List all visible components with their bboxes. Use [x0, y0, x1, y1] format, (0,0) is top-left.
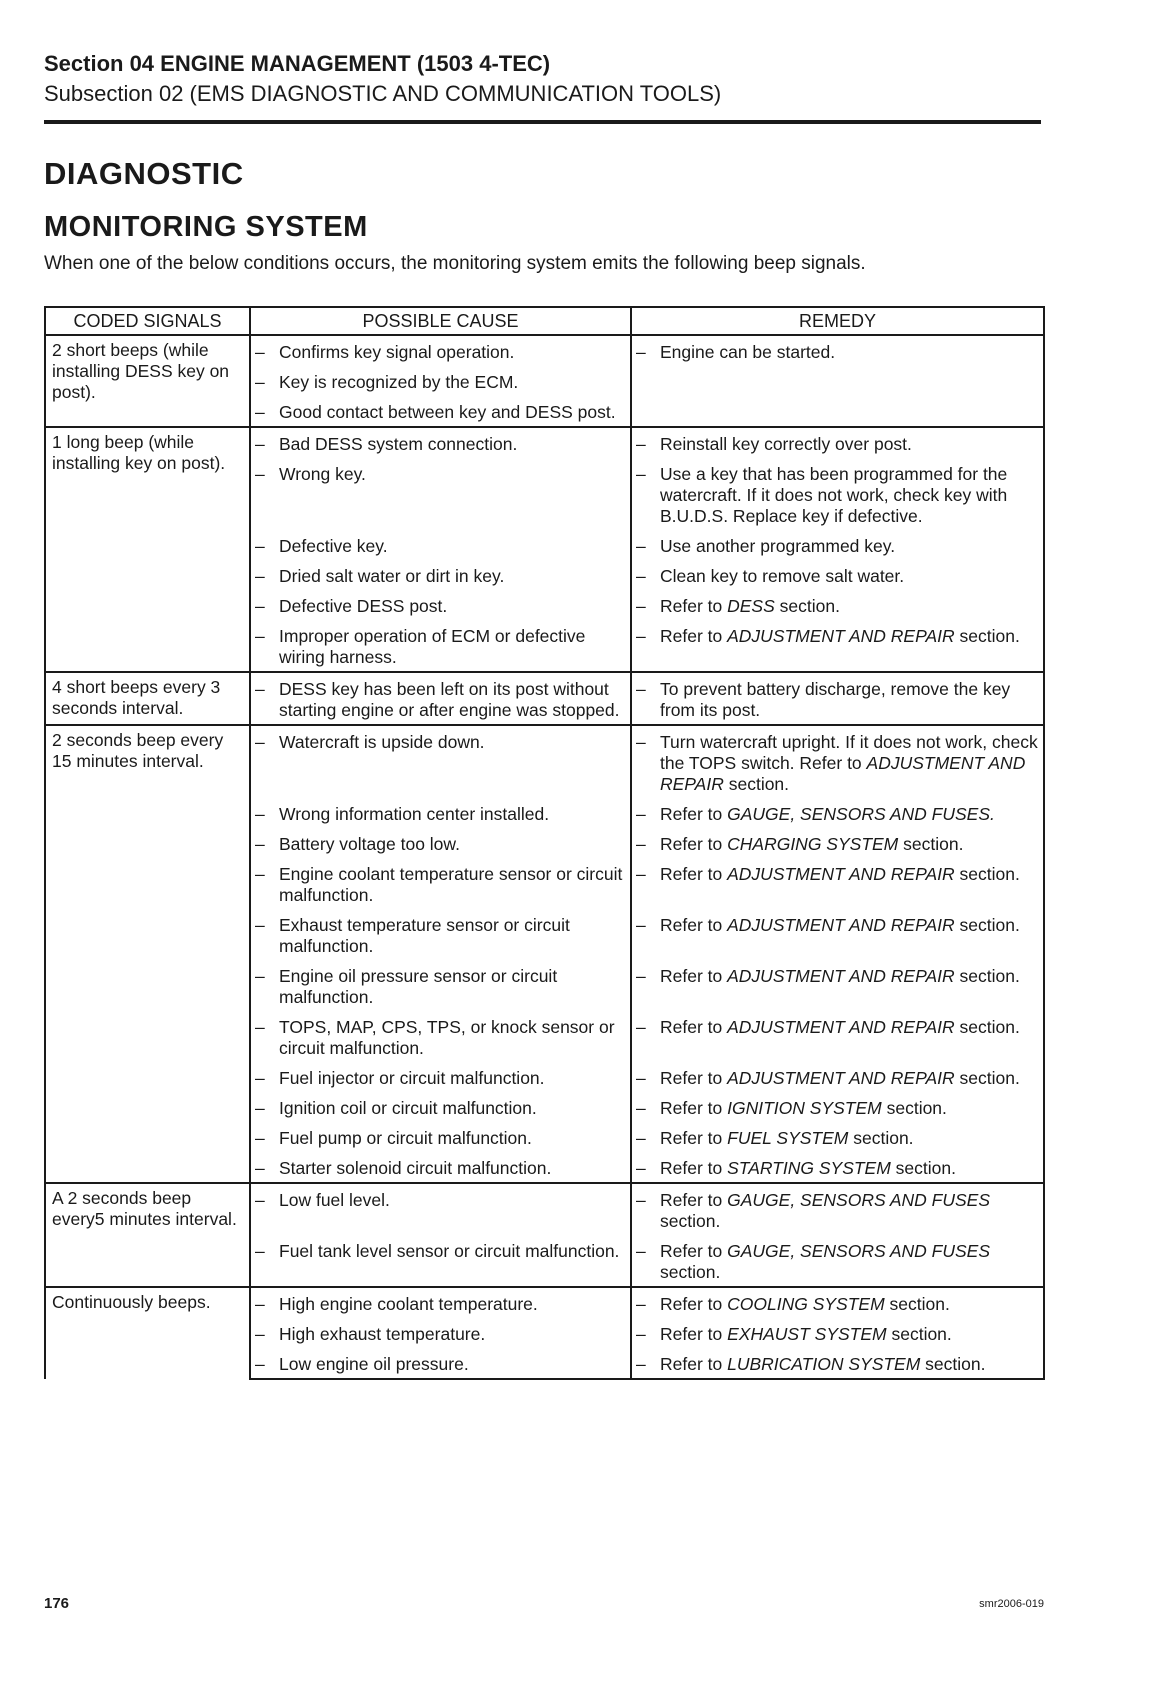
remedy-cell — [631, 458, 1044, 530]
dash-bullet: – — [636, 1324, 646, 1344]
remedy-text — [660, 1128, 1039, 1149]
possible-cause-cell — [250, 1122, 631, 1152]
table-header-row — [45, 307, 1044, 335]
remedy-text-segment: Refer to — [660, 804, 728, 824]
possible-cause-text: Battery voltage too low. — [279, 834, 460, 854]
remedy-text-segment: Clean key to remove salt water. — [660, 566, 905, 586]
dash-bullet: – — [636, 1068, 646, 1088]
dash-bullet: – — [255, 1017, 265, 1037]
remedy-text-segment: Reinstall key correctly over post. — [660, 434, 912, 454]
remedy-text-segment: section. — [723, 774, 790, 794]
remedy-cell — [631, 828, 1044, 858]
dash-bullet: – — [255, 402, 265, 422]
remedy-text-segment: Refer to — [660, 1324, 728, 1344]
possible-cause-cell — [250, 960, 631, 1011]
remedy-text-segment: Refer to — [660, 915, 728, 935]
possible-cause-text: Ignition coil or circuit malfunction. — [279, 1098, 537, 1118]
possible-cause-cell — [250, 560, 631, 590]
remedy-text — [660, 732, 1039, 795]
table-row — [45, 335, 1044, 366]
remedy-cell — [631, 560, 1044, 590]
remedy-cell — [631, 909, 1044, 960]
possible-cause-text: Low fuel level. — [279, 1190, 390, 1210]
dash-bullet: – — [255, 626, 265, 646]
remedy-cell — [631, 1235, 1044, 1287]
possible-cause-cell — [250, 396, 631, 427]
possible-cause-text: High engine coolant temperature. — [279, 1294, 538, 1314]
remedy-text — [660, 626, 1039, 647]
possible-cause-text: Confirms key signal operation. — [279, 342, 515, 362]
possible-cause-text: Engine oil pressure sensor or circuit malfunction. — [279, 966, 558, 1007]
page — [44, 50, 1044, 1374]
possible-cause-text: Key is recognized by the ECM. — [279, 372, 519, 392]
remedy-text-segment: Refer to — [660, 834, 728, 854]
possible-cause-text: Wrong information center installed. — [279, 804, 550, 824]
coded-signal-cell: A 2 seconds beep every5 minutes interval. — [45, 1183, 250, 1287]
remedy-text-segment: Use a key that has been programmed for the watercraft. If it does not work, check key with B.U.D.S. Replace key if defective. — [660, 464, 1008, 526]
remedy-cell — [631, 366, 1044, 396]
remedy-text-segment: section. — [954, 966, 1020, 986]
section-reference: GAUGE, SENSORS AND FUSES — [727, 1241, 991, 1261]
remedy-text — [660, 1098, 1039, 1119]
possible-cause-cell — [250, 530, 631, 560]
remedy-text — [660, 434, 1039, 455]
diagnostic-table — [44, 306, 1045, 1380]
remedy-cell — [631, 1287, 1044, 1318]
remedy-text-segment: Refer to — [660, 626, 728, 646]
dash-bullet: – — [255, 1190, 265, 1210]
remedy-text-segment: Use another programmed key. — [660, 536, 896, 556]
dash-bullet: – — [255, 864, 265, 884]
remedy-cell — [631, 725, 1044, 798]
remedy-text-segment: section. — [954, 1017, 1020, 1037]
sub-heading: MONITORING SYSTEM — [44, 211, 368, 243]
remedy-text-segment: Engine can be started. — [660, 342, 836, 362]
dash-bullet: – — [636, 434, 646, 454]
possible-cause-cell — [250, 1287, 631, 1318]
table-body — [45, 335, 1044, 1379]
remedy-text — [660, 679, 1039, 721]
section-reference: DESS — [727, 596, 775, 616]
remedy-text-segment: section. — [954, 1068, 1020, 1088]
section-reference: ADJUSTMENT AND REPAIR — [727, 1068, 955, 1088]
header-possible-cause: POSSIBLE CAUSE — [250, 307, 631, 335]
table-row — [45, 1183, 1044, 1235]
dash-bullet: – — [255, 1354, 265, 1374]
page-heading: DIAGNOSTIC — [44, 156, 244, 191]
remedy-text — [660, 1190, 1039, 1232]
coded-signal-cell: Continuously beeps. — [45, 1287, 250, 1379]
possible-cause-text: Fuel injector or circuit malfunction. — [279, 1068, 545, 1088]
header-rule — [44, 120, 1041, 124]
remedy-cell — [631, 1348, 1044, 1379]
remedy-cell — [631, 427, 1044, 458]
dash-bullet: – — [255, 566, 265, 586]
remedy-text — [660, 464, 1039, 527]
remedy-text — [660, 966, 1039, 987]
possible-cause-text: DESS key has been left on its post without starting engine or after engine was stopped. — [279, 679, 620, 720]
dash-bullet: – — [636, 536, 646, 556]
coded-signal-cell: 2 short beeps (while installing DESS key on post). — [45, 335, 250, 427]
remedy-cell — [631, 672, 1044, 725]
remedy-text — [660, 1241, 1039, 1283]
remedy-text-segment: To prevent battery discharge, remove the key from its post. — [660, 679, 1011, 720]
remedy-text — [660, 596, 1039, 617]
possible-cause-cell — [250, 1235, 631, 1287]
subsection-title: Subsection 02 (EMS DIAGNOSTIC AND COMMUNICATION TOOLS) — [44, 81, 722, 106]
remedy-text-segment: section. — [848, 1128, 914, 1148]
dash-bullet: – — [636, 1128, 646, 1148]
document-code: smr2006-019 — [979, 1598, 1044, 1610]
remedy-text-segment: section. — [954, 864, 1020, 884]
remedy-cell — [631, 1122, 1044, 1152]
possible-cause-text: Defective DESS post. — [279, 596, 448, 616]
remedy-text-segment: Refer to — [660, 1098, 728, 1118]
remedy-text — [660, 536, 1039, 557]
possible-cause-cell — [250, 1183, 631, 1235]
possible-cause-text: Good contact between key and DESS post. — [279, 402, 616, 422]
remedy-cell — [631, 798, 1044, 828]
remedy-text-segment: section. — [881, 1098, 947, 1118]
header-coded-signals: CODED SIGNALS — [45, 307, 250, 335]
dash-bullet: – — [636, 1241, 646, 1261]
remedy-text-segment: Turn watercraft upright. If it does not work, check the TOPS switch. Refer to — [660, 732, 1038, 773]
section-reference: ADJUSTMENT AND REPAIR — [727, 626, 955, 646]
remedy-cell — [631, 1152, 1044, 1183]
remedy-cell — [631, 1092, 1044, 1122]
possible-cause-cell — [250, 1092, 631, 1122]
possible-cause-text: High exhaust temperature. — [279, 1324, 486, 1344]
dash-bullet: – — [636, 566, 646, 586]
table-row — [45, 1287, 1044, 1318]
page-number: 176 — [44, 1595, 70, 1612]
coded-signal-cell: 1 long beep (while installing key on post). — [45, 427, 250, 672]
dash-bullet: – — [636, 1294, 646, 1314]
remedy-text — [660, 1158, 1039, 1179]
remedy-text-segment: section. — [954, 626, 1020, 646]
remedy-text — [660, 864, 1039, 885]
possible-cause-text: Fuel tank level sensor or circuit malfunction. — [279, 1241, 620, 1261]
remedy-text — [660, 1294, 1039, 1315]
dash-bullet: – — [636, 1017, 646, 1037]
dash-bullet: – — [636, 1158, 646, 1178]
table-row — [45, 725, 1044, 798]
dash-bullet: – — [255, 1294, 265, 1314]
remedy-cell — [631, 1183, 1044, 1235]
dash-bullet: – — [255, 966, 265, 986]
remedy-cell — [631, 1011, 1044, 1062]
remedy-text-segment: section. — [660, 1262, 721, 1282]
dash-bullet: – — [255, 372, 265, 392]
remedy-cell — [631, 620, 1044, 672]
remedy-text — [660, 342, 1039, 363]
dash-bullet: – — [255, 1098, 265, 1118]
possible-cause-text: Wrong key. — [279, 464, 366, 484]
dash-bullet: – — [255, 464, 265, 484]
remedy-cell — [631, 530, 1044, 560]
remedy-text-segment: section. — [884, 1294, 950, 1314]
remedy-cell — [631, 335, 1044, 366]
dash-bullet: – — [636, 1190, 646, 1210]
dash-bullet: – — [636, 966, 646, 986]
dash-bullet: – — [636, 596, 646, 616]
dash-bullet: – — [255, 1068, 265, 1088]
remedy-text — [660, 1354, 1039, 1375]
dash-bullet: – — [255, 1158, 265, 1178]
dash-bullet: – — [255, 342, 265, 362]
dash-bullet: – — [636, 1354, 646, 1374]
remedy-text-segment: section. — [954, 915, 1020, 935]
table-row — [45, 672, 1044, 725]
possible-cause-cell — [250, 427, 631, 458]
remedy-text-segment: Refer to — [660, 864, 728, 884]
remedy-text — [660, 834, 1039, 855]
intro-text: When one of the below conditions occurs, the monitoring system emits the following beep signals. — [44, 253, 866, 274]
remedy-text-segment: Refer to — [660, 596, 728, 616]
remedy-text-segment: Refer to — [660, 1294, 728, 1314]
remedy-cell — [631, 1318, 1044, 1348]
section-reference: GAUGE, SENSORS AND FUSES — [727, 1190, 991, 1210]
possible-cause-text: Fuel pump or circuit malfunction. — [279, 1128, 532, 1148]
section-reference: STARTING SYSTEM — [727, 1158, 891, 1178]
remedy-cell — [631, 590, 1044, 620]
possible-cause-cell — [250, 725, 631, 798]
dash-bullet: – — [636, 342, 646, 362]
possible-cause-cell — [250, 672, 631, 725]
section-reference: LUBRICATION SYSTEM — [727, 1354, 921, 1374]
remedy-text-segment: section. — [890, 1158, 956, 1178]
possible-cause-text: Exhaust temperature sensor or circuit malfunction. — [279, 915, 570, 956]
coded-signal-cell: 4 short beeps every 3 seconds interval. — [45, 672, 250, 725]
section-reference: COOLING SYSTEM — [727, 1294, 885, 1314]
section-reference: ADJUSTMENT AND REPAIR — [727, 1017, 955, 1037]
section-reference: ADJUSTMENT AND REPAIR — [660, 753, 1026, 794]
section-title: Section 04 ENGINE MANAGEMENT (1503 4-TEC) — [44, 51, 551, 76]
dash-bullet: – — [636, 864, 646, 884]
dash-bullet: – — [255, 915, 265, 935]
dash-bullet: – — [636, 679, 646, 699]
remedy-text-segment: Refer to — [660, 1354, 728, 1374]
possible-cause-cell — [250, 909, 631, 960]
possible-cause-text: Defective key. — [279, 536, 388, 556]
dash-bullet: – — [255, 434, 265, 454]
dash-bullet: – — [636, 732, 646, 752]
dash-bullet: – — [255, 834, 265, 854]
section-reference: FUEL SYSTEM — [727, 1128, 849, 1148]
section-reference: GAUGE, SENSORS AND FUSES. — [727, 804, 995, 824]
possible-cause-cell — [250, 366, 631, 396]
remedy-text-segment: Refer to — [660, 1068, 728, 1088]
remedy-text — [660, 1068, 1039, 1089]
possible-cause-text: Dried salt water or dirt in key. — [279, 566, 505, 586]
remedy-text-segment: section. — [774, 596, 840, 616]
section-reference: EXHAUST SYSTEM — [727, 1324, 887, 1344]
remedy-cell — [631, 858, 1044, 909]
possible-cause-cell — [250, 828, 631, 858]
possible-cause-text: Starter solenoid circuit malfunction. — [279, 1158, 552, 1178]
possible-cause-text: Engine coolant temperature sensor or circuit malfunction. — [279, 864, 623, 905]
dash-bullet: – — [636, 834, 646, 854]
possible-cause-text: TOPS, MAP, CPS, TPS, or knock sensor or circuit malfunction. — [279, 1017, 615, 1058]
dash-bullet: – — [636, 464, 646, 484]
dash-bullet: – — [255, 732, 265, 752]
possible-cause-text: Low engine oil pressure. — [279, 1354, 469, 1374]
remedy-text-segment: section. — [920, 1354, 986, 1374]
remedy-text-segment: Refer to — [660, 1241, 728, 1261]
remedy-cell — [631, 396, 1044, 427]
remedy-cell — [631, 960, 1044, 1011]
dash-bullet: – — [255, 536, 265, 556]
possible-cause-cell — [250, 1062, 631, 1092]
dash-bullet: – — [255, 679, 265, 699]
section-reference: IGNITION SYSTEM — [727, 1098, 882, 1118]
dash-bullet: – — [255, 1241, 265, 1261]
possible-cause-cell — [250, 858, 631, 909]
remedy-text-segment: section. — [660, 1211, 721, 1231]
section-reference: ADJUSTMENT AND REPAIR — [727, 966, 955, 986]
possible-cause-text: Improper operation of ECM or defective wiring harness. — [279, 626, 586, 667]
section-reference: CHARGING SYSTEM — [727, 834, 899, 854]
dash-bullet: – — [636, 804, 646, 824]
possible-cause-cell — [250, 620, 631, 672]
remedy-text — [660, 1324, 1039, 1345]
possible-cause-cell — [250, 590, 631, 620]
remedy-cell — [631, 1062, 1044, 1092]
possible-cause-cell — [250, 1348, 631, 1379]
possible-cause-cell — [250, 335, 631, 366]
remedy-text — [660, 804, 1039, 825]
dash-bullet: – — [255, 596, 265, 616]
possible-cause-cell — [250, 1318, 631, 1348]
dash-bullet: – — [255, 804, 265, 824]
remedy-text-segment: Refer to — [660, 1017, 728, 1037]
dash-bullet: – — [636, 626, 646, 646]
possible-cause-cell — [250, 1011, 631, 1062]
possible-cause-cell — [250, 798, 631, 828]
remedy-text — [660, 566, 1039, 587]
dash-bullet: – — [636, 1098, 646, 1118]
remedy-text-segment: section. — [898, 834, 964, 854]
remedy-text — [660, 1017, 1039, 1038]
dash-bullet: – — [255, 1128, 265, 1148]
possible-cause-cell — [250, 1152, 631, 1183]
dash-bullet: – — [636, 915, 646, 935]
remedy-text — [660, 915, 1039, 936]
header-remedy: REMEDY — [631, 307, 1044, 335]
possible-cause-cell — [250, 458, 631, 530]
table-row — [45, 427, 1044, 458]
coded-signal-cell: 2 seconds beep every 15 minutes interval. — [45, 725, 250, 1183]
remedy-text-segment: Refer to — [660, 1158, 728, 1178]
section-reference: ADJUSTMENT AND REPAIR — [727, 864, 955, 884]
possible-cause-text: Watercraft is upside down. — [279, 732, 485, 752]
possible-cause-text: Bad DESS system connection. — [279, 434, 518, 454]
remedy-text-segment: Refer to — [660, 1128, 728, 1148]
remedy-text-segment: section. — [886, 1324, 952, 1344]
remedy-text-segment: Refer to — [660, 1190, 728, 1210]
section-reference: ADJUSTMENT AND REPAIR — [727, 915, 955, 935]
remedy-text-segment: Refer to — [660, 966, 728, 986]
dash-bullet: – — [255, 1324, 265, 1344]
